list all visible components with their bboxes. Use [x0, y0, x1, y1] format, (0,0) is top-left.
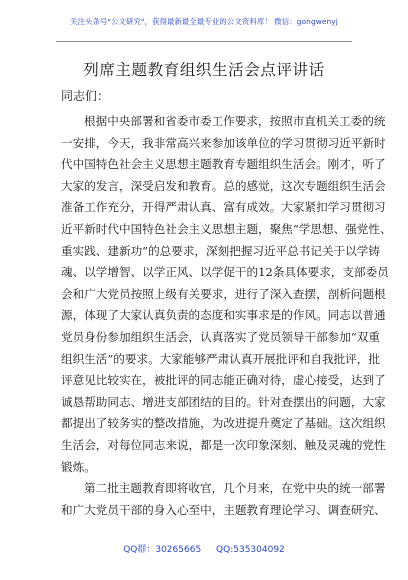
header-banner: 关注头条号"公文研究"，获得最新最全最专业的公文资料库！ 微信：gongwenyj	[70, 17, 338, 26]
text-line: 代中国特色社会主义思想主题教育专题组织生活会。刚才，听了	[61, 157, 386, 172]
text-line: 一安排，今天，我非常高兴来参加该单位的学习贯彻习近平新时	[61, 135, 386, 150]
qq-text: QQ:535304092	[216, 545, 285, 555]
text-line: 都提出了较务实的整改措施，为改进提升奠定了基础。这次组织	[61, 416, 386, 431]
text-line: 源，体现了大家认真负责的态度和实事求是的作风。同志以普通	[61, 308, 386, 323]
text-line: 准备工作充分，开得严肃认真、富有成效。大家紧扣学习贯彻习	[61, 200, 386, 215]
text-line: 生活会，对每位同志来说，都是一次印象深刻、触及灵魂的党性	[61, 437, 386, 452]
text-line: 锻炼。	[61, 459, 96, 474]
text-line: 诚恳帮助同志、增进支部团结的目的。针对查摆出的问题，大家	[61, 394, 386, 409]
document-title: 列席主题教育组织生活会点评讲话	[83, 61, 325, 79]
text-line: 根据中央部署和省委市委工作要求，按照市直机关工委的统	[84, 114, 386, 128]
text-line: 重实践、建新功”的总要求，深刻把握习近平总书记关于以学铸	[61, 243, 380, 258]
footer-contact	[0, 542, 408, 555]
text-line: 评意见比较实在，被批评的同志能正确对待，虚心接受，达到了	[61, 373, 386, 388]
salutation: 同志们：	[61, 89, 110, 103]
text-line: 组织生活”的要求。大家能够严肃认真开展批评和自我批评，批	[61, 351, 380, 366]
body-text	[61, 111, 392, 521]
text-line: 第二批主题教育即将收官，几个月来，在党中央的统一部署	[84, 481, 386, 496]
text-line: 党员身份参加组织生活会，认真落实了党员领导干部参加“双重	[61, 329, 380, 344]
text-line: 近平新时代中国特色社会主义思想主题，聚焦“学思想、强党性、	[61, 221, 392, 236]
header-divider	[56, 41, 352, 42]
text-line: 会和广大党员按照上级有关要求，进行了深入查摆，剖析问题根	[61, 286, 386, 301]
text-line: 和广大党员干部的身入心至中，主题教育理论学习、调查研究、	[61, 502, 386, 517]
text-line: 魂、以学增智、以学正风、以学促干的12条具体要求，支部委员	[61, 265, 389, 280]
text-line: 大家的发言，深受启发和教育。总的感觉，这次专题组织生活会	[61, 178, 386, 193]
qq-group-text: QQ群：30265665	[123, 545, 202, 555]
